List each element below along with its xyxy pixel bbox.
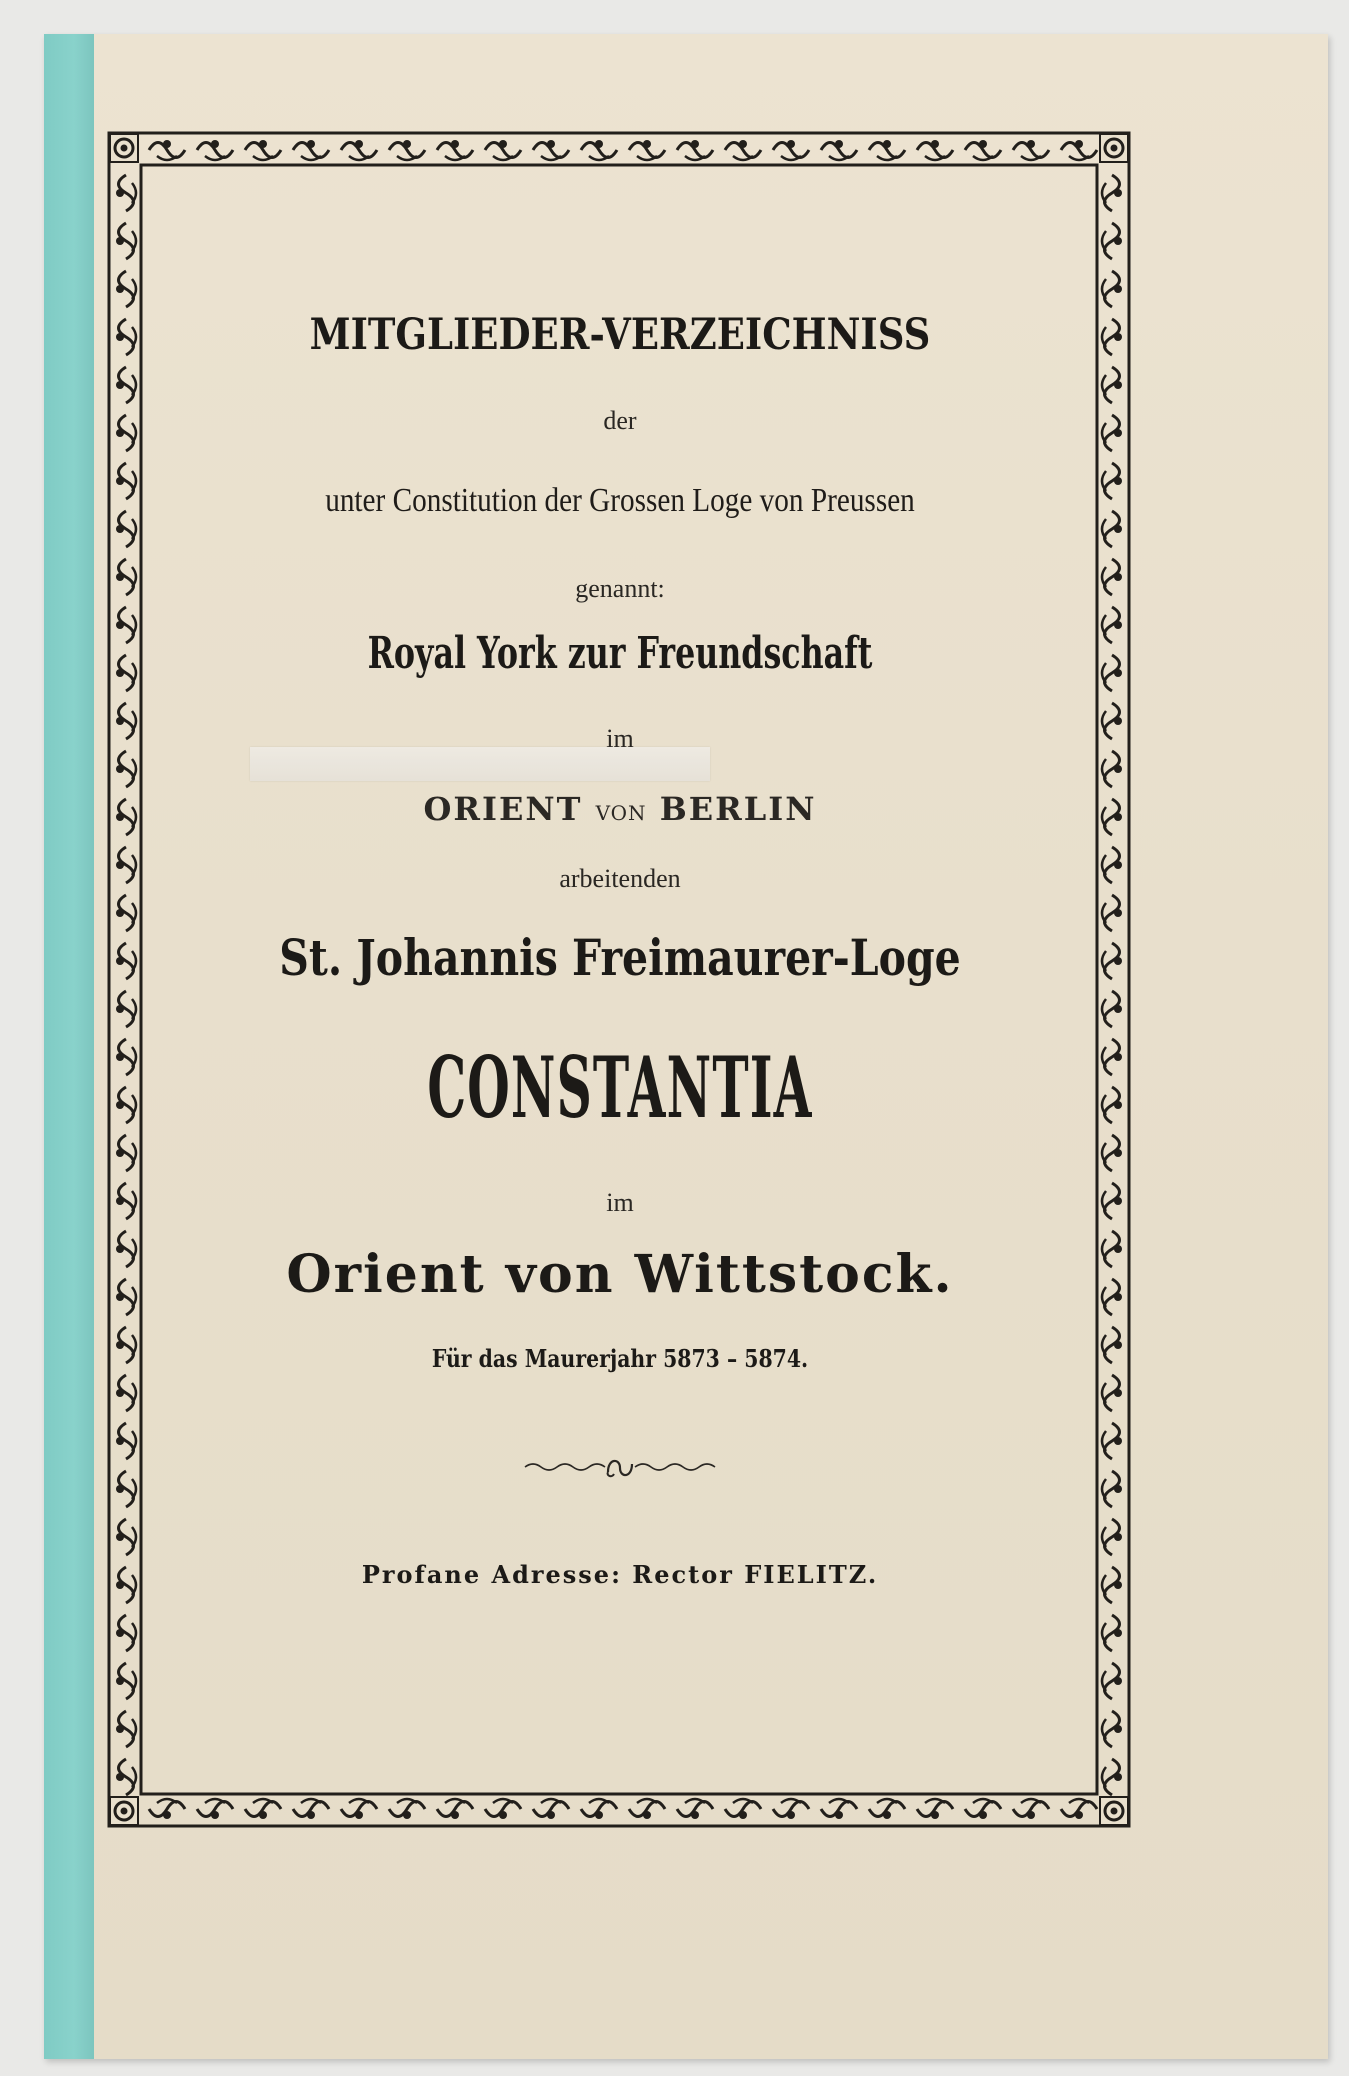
- orient-berlin-heading: [180, 790, 1060, 828]
- der-text: der: [603, 406, 637, 435]
- genannt-text: genannt:: [575, 574, 665, 603]
- lodge-name-heading: Royal York zur Freundschaft: [367, 628, 873, 679]
- im-text-2: im: [606, 1188, 634, 1217]
- berlin-word: BERLIN: [659, 790, 817, 828]
- im-text-1: im: [606, 724, 634, 753]
- constitution-text: unter Constitution der Grossen Loge von Preussen: [325, 482, 915, 519]
- year-line: Für das Maurerjahr 5873 – 5874.: [431, 1344, 809, 1373]
- orient-word: ORIENT: [423, 790, 583, 828]
- arbeitenden-text: arbeitenden: [559, 864, 681, 893]
- flourish-divider-icon: [520, 1452, 720, 1482]
- johannis-heading: St. Johannis Freimaurer-Loge: [279, 928, 961, 987]
- address-line: Profane Adresse: Rector FIELITZ.: [361, 1560, 879, 1589]
- constantia-heading: CONSTANTIA: [427, 1038, 813, 1137]
- wittstock-heading: Orient von Wittstock.: [286, 1244, 954, 1305]
- teal-spine-strip: [44, 34, 94, 2059]
- von-word: VON: [595, 801, 647, 825]
- title-heading: MITGLIEDER-VERZEICHNISS: [309, 310, 931, 360]
